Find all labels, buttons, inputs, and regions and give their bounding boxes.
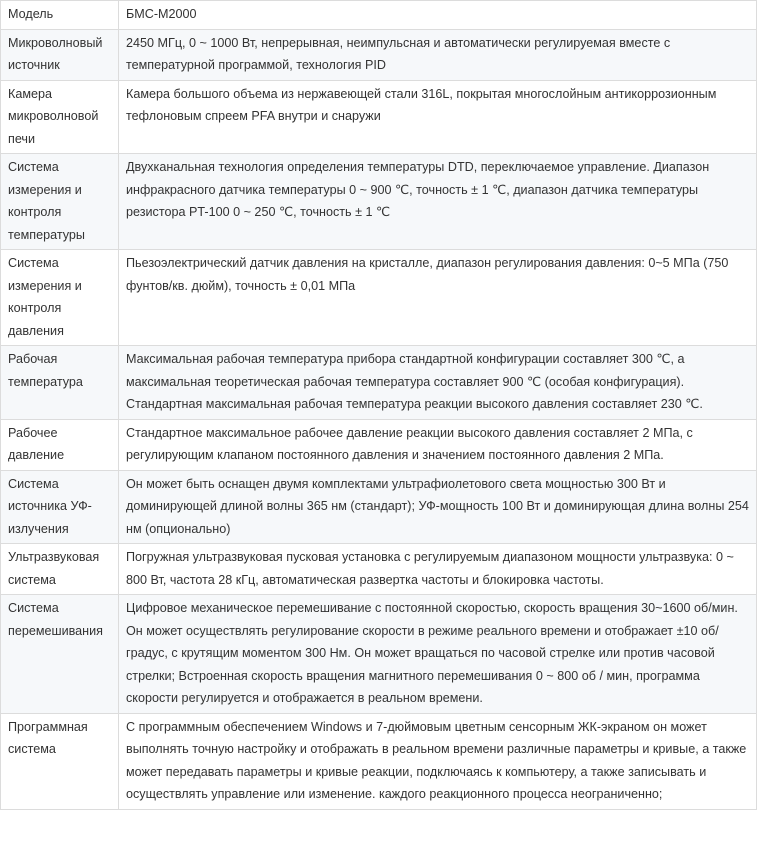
table-row [1,595,757,714]
row-label: Система перемешивания [1,595,119,714]
row-label: Рабочая температура [1,346,119,420]
row-value: Максимальная рабочая температура прибора стандартной конфигурации составляет 300 ℃, а максимальная теоретическая рабочая температура составляет 900 ℃ (особая конфигурация). Стандартная максимальная рабочая температура реакции высокого давления составляет 230 ℃. [119,346,757,420]
table-row [1,1,757,30]
table-row [1,250,757,346]
table-row [1,713,757,809]
row-label: Рабочее давление [1,419,119,470]
row-value: 2450 МГц, 0 ~ 1000 Вт, непрерывная, неимпульсная и автоматически регулируемая вместе с температурной программой, технология PID [119,29,757,80]
row-label: Ультразвуковая система [1,544,119,595]
row-value: Камера большого объема из нержавеющей стали 316L, покрытая многослойным антикоррозионным тефлоновым спреем PFA внутри и снаружи [119,80,757,154]
row-value: Пьезоэлектрический датчик давления на кристалле, диапазон регулирования давления: 0~5 МПа (750 фунтов/кв. дюйм), точность ± 0,01 МПа [119,250,757,346]
row-label: Система измерения и контроля давления [1,250,119,346]
table-row [1,544,757,595]
table-row [1,346,757,420]
row-value: Он может быть оснащен двумя комплектами ультрафиолетового света мощностью 300 Вт и доминирующей длиной волны 365 нм (стандарт); УФ-мощность 100 Вт и доминирующая длина волны 254 нм (опционально) [119,470,757,544]
row-value: С программным обеспечением Windows и 7-дюймовым цветным сенсорным ЖК-экраном он может выполнять точную настройку и отображать в реальном времени различные параметры и кривые, а также может передавать параметры и кривые реакции, подключаясь к компьютеру, а также записывать и осуществлять управление или изменение. каждого реакционного процесса неограниченно; [119,713,757,809]
row-label: Программная система [1,713,119,809]
table-row [1,80,757,154]
row-value: Погружная ультразвуковая пусковая установка с регулируемым диапазоном мощности ультразвука: 0 ~ 800 Вт, частота 28 кГц, автоматическая развертка частоты и блокировка частоты. [119,544,757,595]
row-label: Микроволновый источник [1,29,119,80]
row-label: Камера микроволновой печи [1,80,119,154]
row-label: Система измерения и контроля температуры [1,154,119,250]
table-row [1,470,757,544]
row-label: Система источника УФ-излучения [1,470,119,544]
table-row [1,29,757,80]
row-label: Модель [1,1,119,30]
spec-table-body [1,1,757,810]
row-value: Стандартное максимальное рабочее давление реакции высокого давления составляет 2 МПа, с регулирующим клапаном постоянного давления и значением постоянного давления 2 МПа. [119,419,757,470]
table-row [1,419,757,470]
table-row [1,154,757,250]
row-value: Двухканальная технология определения температуры DTD, переключаемое управление. Диапазон инфракрасного датчика температуры 0 ~ 900 ℃, точность ± 1 ℃, диапазон датчика температуры резистора PT-100 0 ~ 250 ℃, точность ± 1 ℃ [119,154,757,250]
row-value: БМС-М2000 [119,1,757,30]
row-value: Цифровое механическое перемешивание с постоянной скоростью, скорость вращения 30~1600 об/мин. Он может осуществлять регулирование скорости в режиме реального времени и отображает ±10 об/градус, с крутящим моментом 300 Нм. Он может вращаться по часовой стрелке или против часовой стрелки; Встроенная скорость вращения магнитного перемешивания 0 ~ 800 об / мин, программа скорости регулируется и отображается в реальном времени. [119,595,757,714]
